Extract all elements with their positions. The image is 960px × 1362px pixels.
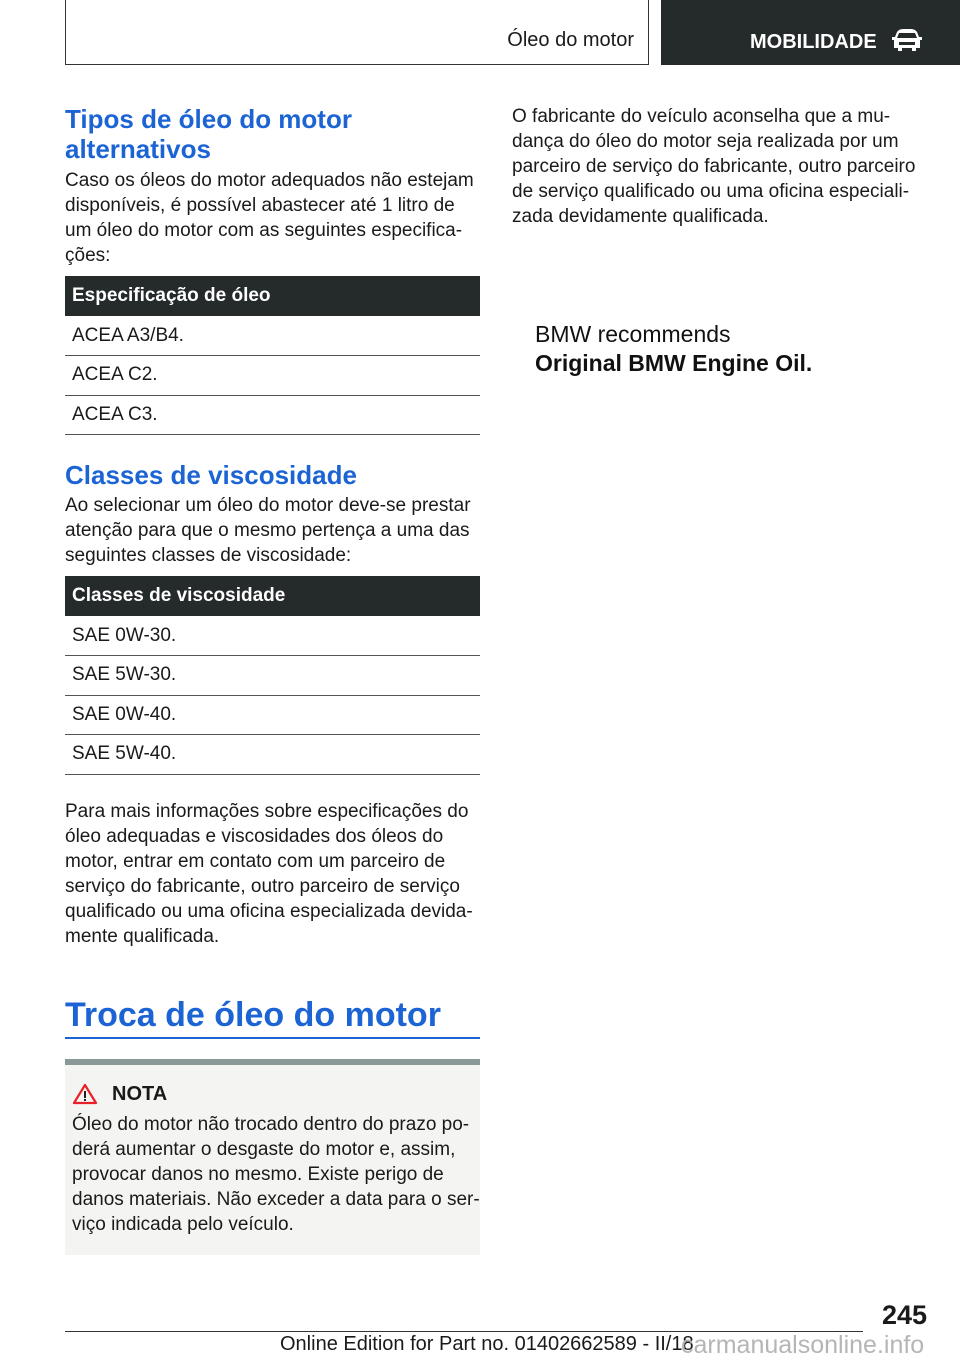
warning-icon xyxy=(72,1083,98,1105)
page-number: 245 xyxy=(881,1300,927,1330)
table-row xyxy=(65,356,480,396)
table-row xyxy=(65,316,480,356)
text-line: disponíveis, é possível abastecer até 1 litro de xyxy=(65,195,455,216)
text-line: um óleo do motor com as seguintes especifica- xyxy=(65,220,463,241)
note-box xyxy=(65,1059,480,1255)
header-box xyxy=(65,0,649,65)
table-row xyxy=(65,395,480,435)
car-icon xyxy=(891,28,923,54)
text-line: Óleo do motor não trocado dentro do prazo po- xyxy=(72,1113,470,1135)
text-line: ções: xyxy=(65,245,111,266)
table-cell: SAE 0W-40. xyxy=(65,695,480,735)
text-line: danos materiais. Não exceder a data para o ser- xyxy=(72,1188,480,1210)
text-line: parceiro de serviço do fabricante, outro parceiro xyxy=(512,156,916,177)
text-line: atenção para que o mesmo pertença a uma das xyxy=(65,520,470,541)
text-line: qualificado ou uma oficina especializada devida- xyxy=(65,900,473,922)
section-title: Óleo do motor xyxy=(507,29,634,51)
heading-alternative-oils xyxy=(65,104,480,164)
text-line: derá aumentar o desgaste do motor e, assim, xyxy=(72,1138,456,1160)
text-line: zada devidamente qualificada. xyxy=(512,206,769,227)
text-line: óleo adequadas e viscosidades dos óleos do xyxy=(65,825,444,847)
paragraph-manufacturer xyxy=(512,104,922,229)
text-line: Ao selecionar um óleo do motor deve-se prestar xyxy=(65,495,471,516)
chapter-label: MOBILIDADE xyxy=(750,31,877,53)
text-line: dança do óleo do motor seja realizada por um xyxy=(512,131,899,152)
text-line: O fabricante do veículo aconselha que a mu- xyxy=(512,106,891,127)
text-line: mente qualificada. xyxy=(65,925,220,947)
heading-line: Tipos de óleo do motor xyxy=(65,104,352,134)
note-title: NOTA xyxy=(112,1082,168,1105)
table-row xyxy=(65,656,480,696)
text-line: viço indicada pelo veículo. xyxy=(72,1213,294,1235)
table-row xyxy=(65,616,480,656)
text-line: provocar danos no mesmo. Existe perigo de xyxy=(72,1163,444,1185)
text-line: de serviço qualificado ou uma oficina especiali- xyxy=(512,181,910,202)
table-header: Classes de viscosidade xyxy=(65,576,480,616)
table-cell: SAE 5W-30. xyxy=(65,656,480,696)
table-cell: SAE 5W-40. xyxy=(65,735,480,775)
bmw-oil-ad xyxy=(535,320,812,378)
right-column xyxy=(512,104,922,229)
ad-line-1: BMW recommends xyxy=(535,321,731,347)
heading-oil-change: Troca de óleo do motor xyxy=(65,993,480,1039)
text-line: serviço do fabricante, outro parceiro de serviço xyxy=(65,875,460,897)
table-cell: SAE 0W-30. xyxy=(65,616,480,656)
heading-line: alternativos xyxy=(65,134,211,164)
oil-spec-table xyxy=(65,276,480,435)
paragraph-alternative xyxy=(65,168,480,268)
ad-line-2: Original BMW Engine Oil. xyxy=(535,350,813,376)
paragraph-info xyxy=(65,799,480,949)
paragraph-viscosity xyxy=(65,493,480,568)
table-row xyxy=(65,735,480,775)
heading-viscosity: Classes de viscosidade xyxy=(65,460,357,490)
table-cell: ACEA C2. xyxy=(65,356,480,396)
text-line: motor, entrar em contato com um parceiro de xyxy=(65,850,446,872)
text-line: Caso os óleos do motor adequados não estejam xyxy=(65,170,474,191)
left-column xyxy=(65,104,480,1255)
text-line: Para mais informações sobre especificações do xyxy=(65,800,469,822)
table-cell: ACEA A3/B4. xyxy=(65,316,480,356)
watermark: carmanualsonline.info xyxy=(681,1331,925,1359)
table-cell: ACEA C3. xyxy=(65,395,480,435)
chapter-tab xyxy=(661,0,960,65)
viscosity-table xyxy=(65,576,480,775)
table-header: Especificação de óleo xyxy=(65,276,480,316)
edition-text: Online Edition for Part no. 01402662589 - II/18 xyxy=(280,1333,694,1355)
text-line: seguintes classes de viscosidade: xyxy=(65,545,352,566)
table-row xyxy=(65,695,480,735)
